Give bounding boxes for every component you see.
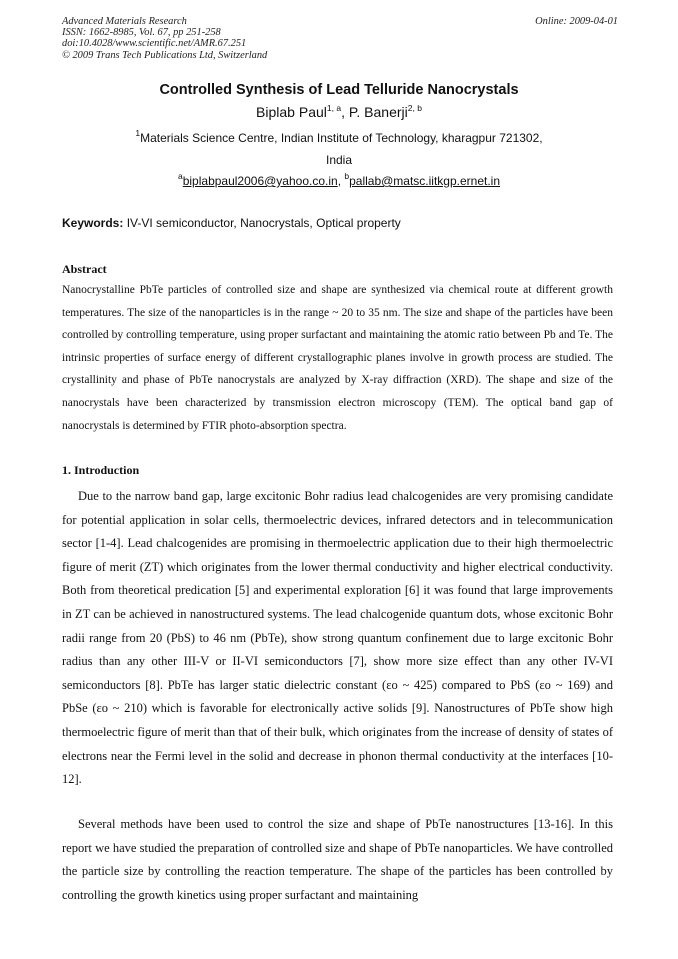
keywords-text: IV-VI semiconductor, Nanocrystals, Optical property — [123, 216, 401, 230]
author-name: Biplab Paul — [256, 104, 327, 120]
email-line — [0, 171, 678, 188]
affiliation-country: India — [325, 153, 353, 167]
doi-line: doi:10.4028/www.scientific.net/AMR.67.251 — [62, 38, 247, 50]
introduction-heading: 1. Introduction — [62, 463, 140, 477]
email-link[interactable]: pallab@matsc.iitkgp.ernet.in — [349, 174, 501, 188]
author-sup: 2, b — [407, 103, 422, 113]
keywords — [62, 216, 401, 230]
online-date: Online: 2009-04-01 — [535, 16, 618, 27]
author-line — [0, 104, 678, 120]
affiliation-line — [0, 128, 678, 145]
copyright-line: © 2009 Trans Tech Publications Ltd, Switzerland — [62, 49, 268, 61]
author-name: P. Banerji — [348, 104, 408, 120]
paper-title: Controlled Synthesis of Lead Telluride Nanocrystals — [159, 82, 519, 98]
abstract-text: Nanocrystalline PbTe particles of controlled size and shape are synthesized via chemical route at different growth temperatures. The size of the nanoparticles is in the range ~ 20 to 35 nm. The size and shape of the particles have been controlled by controlling temperature, using proper surfactant and maintaining the atomic ratio between Pb and Te. The intrinsic properties of surface energy of different crystallographic planes involve in growth process are studied. The crystallinity and phase of PbTe nanocrystals are analyzed by X-ray diffraction (XRD). The shape and size of the nanocrystals have been characterized by transmission electron microscopy (TEM). The optical band gap of nanocrystals is determined by FTIR photo-absorption spectra. — [62, 284, 613, 432]
journal-name: Advanced Materials Research — [62, 16, 187, 27]
author-sup: 1, a — [326, 103, 342, 113]
abstract-heading: Abstract — [62, 262, 107, 276]
keywords-label: Keywords: — [62, 216, 124, 230]
email-link[interactable]: biplabpaul2006@yahoo.co.in — [182, 174, 338, 188]
author-separator: , — [341, 104, 349, 120]
affiliation-text: Materials Science Centre, Indian Institute of Technology, kharagpur 721302, — [140, 131, 543, 145]
email-sup: b — [344, 171, 350, 181]
issn-line: ISSN: 1662-8985, Vol. 67, pp 251-258 — [62, 27, 221, 39]
introduction-paragraph: Several methods have been used to control the size and shape of PbTe nanostructures [13-16]. In this report we have studied the preparation of controlled size and shape of PbTe nanoparticles. We have controlled the particle size by controlling the reaction temperature. The shape of the particles has been controlled by controlling the growth kinetics using proper surfactant and maintaining — [62, 817, 613, 902]
journal-header — [62, 16, 618, 61]
affiliation-sup: 1 — [135, 128, 141, 138]
email-separator: , — [337, 174, 345, 188]
introduction-paragraph: Due to the narrow band gap, large excitonic Bohr radius lead chalcogenides are very promising candidate for potential application in solar cells, thermoelectric devices, infrared detectors and in telecommunication sector [1-4]. Lead chalcogenides are promising in thermoelectric application due to their high thermoelectric figure of merit (ZT) which originates from the lower thermal conductivity and higher electrical conductivity. Both from theoretical predication [5] and experimental exploration [6] it was found that large improvements in ZT can be achieved in nanostructured systems. The lead chalcogenide quantum dots, whose excitonic Bohr radii range from 20 (PbS) to 46 nm (PbTe), show strong quantum confinement due to large excitonic Bohr radius than any other III-V or II-VI semiconductors [7], show more size effect than any other IV-VI semiconductors [8]. PbTe has larger static dielectric constant (εo ~ 425) compared to PbS (εo ~ 169) and PbSe (εo ~ 210) which is favorable for electronically active solids [9]. Nanostructures of PbTe show high thermoelectric figure of merit than that of their bulk, which originates from the increase of density of states of electrons near the Fermi level in the solid and decrease in phonon thermal conductivity at the interfaces [10-12]. — [62, 489, 613, 787]
email-sup: a — [177, 171, 183, 181]
